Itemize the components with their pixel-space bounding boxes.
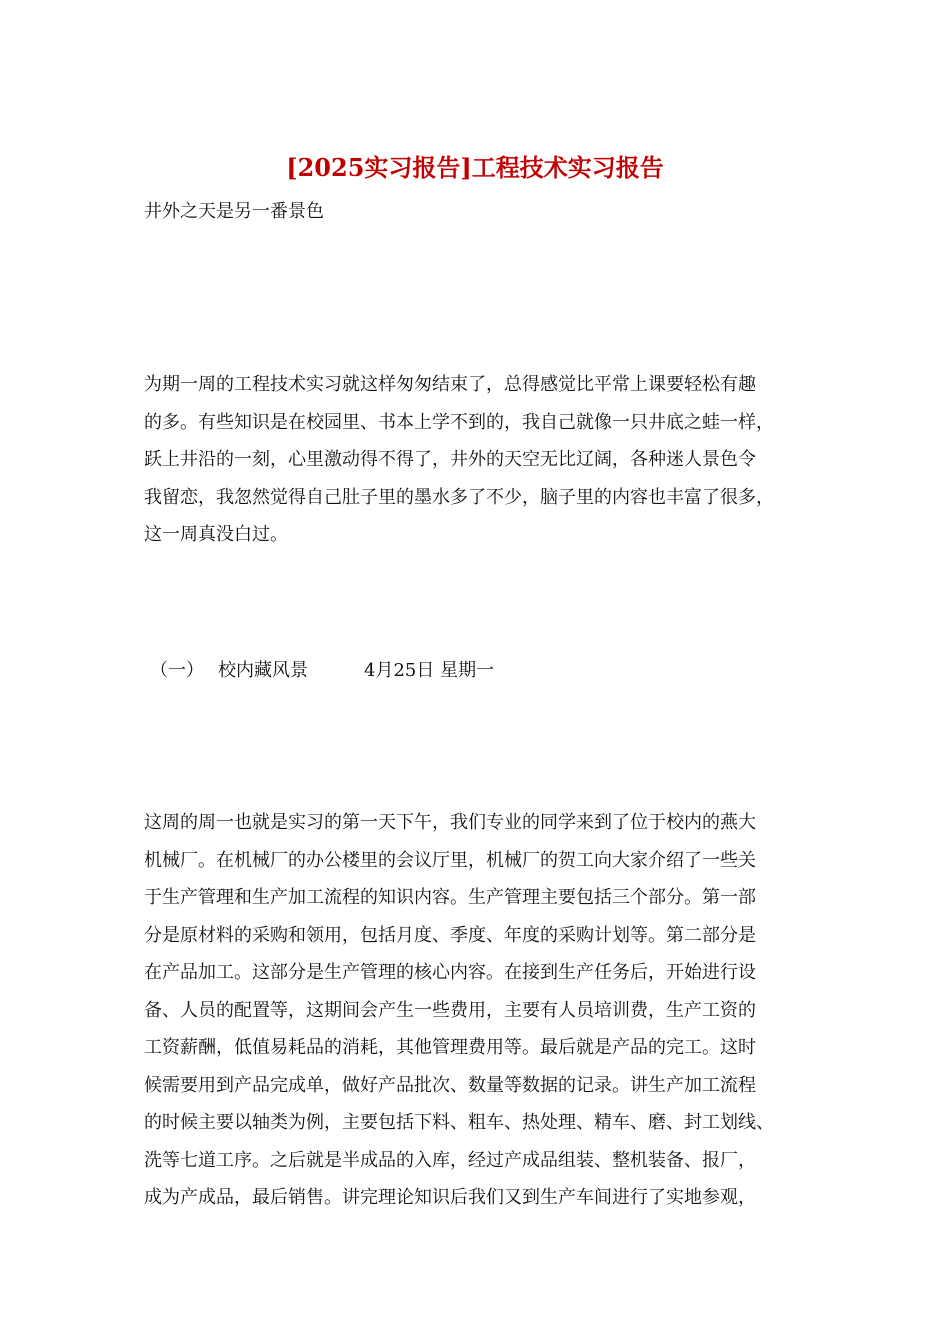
paragraph-line: 为期一周的工程技术实习就这样匆匆结束了，总得感觉比平常上课要轻松有趣 xyxy=(144,374,756,395)
paragraph-line: 洗等七道工序。之后就是半成品的入库，经过产成品组装、整机装备、报厂， xyxy=(144,1149,756,1171)
section-date: 4月25日 星期一 xyxy=(364,660,495,681)
paragraph-line: 候需要用到产品完成单，做好产品批次、数量等数据的记录。讲生产加工流程 xyxy=(144,1074,756,1096)
paragraph-line: 分是原材料的采购和领用，包括月度、季度、年度的采购计划等。第二部分是 xyxy=(144,924,756,946)
paragraph-line: 于生产管理和生产加工流程的知识内容。生产管理主要包括三个部分。第一部 xyxy=(144,887,756,908)
paragraph-line: 的时候主要以轴类为例，主要包括下料、粗车、热处理、精车、磨、封工划线、 xyxy=(144,1112,774,1133)
paragraph-line: 成为产成品，最后销售。讲完理论知识后我们又到生产车间进行了实地参观， xyxy=(144,1187,756,1208)
section-title: 校内藏风景 xyxy=(218,660,308,681)
paragraph-line: 工资薪酬，低值易耗品的消耗，其他管理费用等。最后就是产品的完工。这时 xyxy=(144,1037,756,1058)
paragraph-line: 机械厂。在机械厂的办公楼里的会议厅里，机械厂的贺工向大家介绍了一些关 xyxy=(144,849,756,871)
paragraph-line: 这周的周一也就是实习的第一天下午，我们专业的同学来到了位于校内的燕大 xyxy=(144,812,756,833)
section-heading xyxy=(144,656,494,686)
paragraph-line: 这一周真没白过。 xyxy=(144,524,288,545)
document-subtitle: 井外之天是另一番景色 xyxy=(144,201,324,222)
paragraph-line: 备、人员的配置等，这期间会产生一些费用，主要有人员培训费，生产工资的 xyxy=(144,999,756,1021)
section-number: （一） xyxy=(150,660,204,681)
document-title: [2025实习报告]工程技术实习报告 xyxy=(286,153,664,182)
paragraph-body xyxy=(144,804,814,1217)
paragraph-line: 在产品加工。这部分是生产管理的核心内容。在接到生产任务后，开始进行设 xyxy=(144,962,756,983)
paragraph-line: 我留恋，我忽然觉得自己肚子里的墨水多了不少，脑子里的内容也丰富了很多， xyxy=(144,486,774,508)
paragraph-intro xyxy=(144,366,814,554)
paragraph-line: 的多。有些知识是在校园里、书本上学不到的，我自己就像一只井底之蛙一样， xyxy=(144,411,774,433)
paragraph-line: 跃上井沿的一刻，心里激动得不得了，井外的天空无比辽阔，各种迷人景色令 xyxy=(144,449,756,470)
